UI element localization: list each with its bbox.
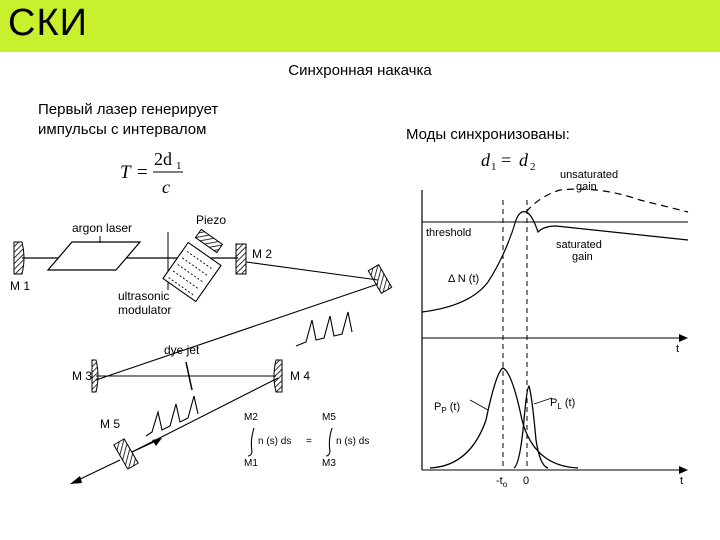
lower-time-arrow bbox=[679, 466, 688, 474]
pp-leader bbox=[470, 400, 488, 410]
argon-laser-crystal bbox=[48, 242, 140, 270]
gain-timing-diagram bbox=[422, 169, 688, 489]
integral-expr-right: n (s) ds bbox=[336, 436, 370, 447]
label-minus-t0: $-t_o$ bbox=[496, 475, 508, 489]
output-arrow-tail bbox=[152, 438, 162, 446]
pump-pulse-curve bbox=[430, 368, 578, 468]
integral-expr-left: n (s) ds bbox=[258, 436, 292, 447]
mirror-m1 bbox=[14, 242, 24, 274]
mirror-m2 bbox=[236, 244, 246, 274]
integral-upper-left: M2 bbox=[244, 412, 258, 423]
mirror-m5 bbox=[114, 439, 138, 469]
label-unsaturated-2: gain bbox=[576, 181, 597, 193]
label-argon-laser: argon laser bbox=[72, 221, 133, 235]
beam-m2-fold bbox=[246, 262, 378, 280]
integral-lower-left: M1 bbox=[244, 458, 258, 469]
output-arrow-head bbox=[70, 476, 82, 484]
mode-formula bbox=[481, 150, 536, 173]
left-text-line-1: Первый лазер генерирует bbox=[38, 101, 219, 118]
mirror-m3 bbox=[92, 360, 98, 392]
laser-setup-diagram bbox=[10, 213, 392, 484]
label-saturated-2: gain bbox=[572, 251, 593, 263]
piezo-block bbox=[195, 229, 222, 252]
formula-d-equals: = bbox=[501, 150, 512, 170]
right-description: Моды синхронизованы: bbox=[406, 126, 570, 143]
label-m5: M 5 bbox=[100, 417, 121, 431]
formula-T: T bbox=[120, 162, 131, 183]
pulse-train-lower bbox=[146, 396, 198, 436]
label-pp: $P_P$ (t) bbox=[434, 401, 461, 415]
integral-sign-right bbox=[326, 428, 332, 456]
unsaturated-gain-curve bbox=[526, 189, 688, 212]
label-unsaturated-1: unsaturated bbox=[560, 169, 619, 181]
left-text-line-2: импульсы с интервалом bbox=[38, 121, 207, 138]
label-pl: $P_L$ (t) bbox=[550, 397, 576, 411]
label-m1: M 1 bbox=[10, 279, 31, 293]
label-zero: 0 bbox=[523, 475, 530, 487]
formula-numerator: 2d bbox=[154, 149, 172, 169]
label-piezo: Piezo bbox=[196, 213, 227, 227]
label-delta-n: Δ N (t) bbox=[448, 273, 480, 285]
integral-lower-right: M3 bbox=[322, 458, 336, 469]
path-integral-equation bbox=[244, 412, 369, 469]
pulse-train-upper bbox=[296, 312, 352, 346]
label-t-upper: t bbox=[676, 343, 680, 355]
label-threshold: threshold bbox=[426, 227, 472, 239]
slide-subtitle: Синхронная накачка bbox=[288, 62, 432, 79]
integral-upper-right: M5 bbox=[322, 412, 336, 423]
integral-sign-left bbox=[248, 428, 254, 456]
label-ultrasonic: ultrasonic bbox=[118, 289, 170, 303]
upper-time-arrow bbox=[679, 334, 688, 342]
formula-denominator: c bbox=[162, 177, 170, 197]
label-m3: M 3 bbox=[72, 369, 93, 383]
label-m2: M 2 bbox=[252, 247, 273, 261]
output-beam bbox=[74, 460, 120, 482]
ultrasonic-modulator-prism bbox=[163, 243, 221, 302]
label-m4: M 4 bbox=[290, 369, 311, 383]
mirror-m4 bbox=[274, 360, 282, 392]
label-saturated-1: saturated bbox=[556, 239, 602, 251]
saturated-gain-curve bbox=[526, 212, 688, 240]
period-formula bbox=[120, 149, 183, 197]
formula-equals: = bbox=[137, 162, 148, 183]
formula-d2: d bbox=[519, 150, 528, 170]
formula-d2-sub: 2 bbox=[530, 161, 536, 173]
slide-title: СКИ bbox=[8, 2, 88, 44]
integral-equals: = bbox=[306, 436, 312, 447]
formula-numerator-sub: 1 bbox=[176, 160, 182, 172]
label-dye-jet: dye jet bbox=[164, 343, 200, 357]
formula-d1: d bbox=[481, 150, 490, 170]
label-modulator: modulator bbox=[118, 303, 172, 317]
label-t-lower: t bbox=[680, 475, 684, 487]
formula-d1-sub: 1 bbox=[491, 161, 497, 173]
